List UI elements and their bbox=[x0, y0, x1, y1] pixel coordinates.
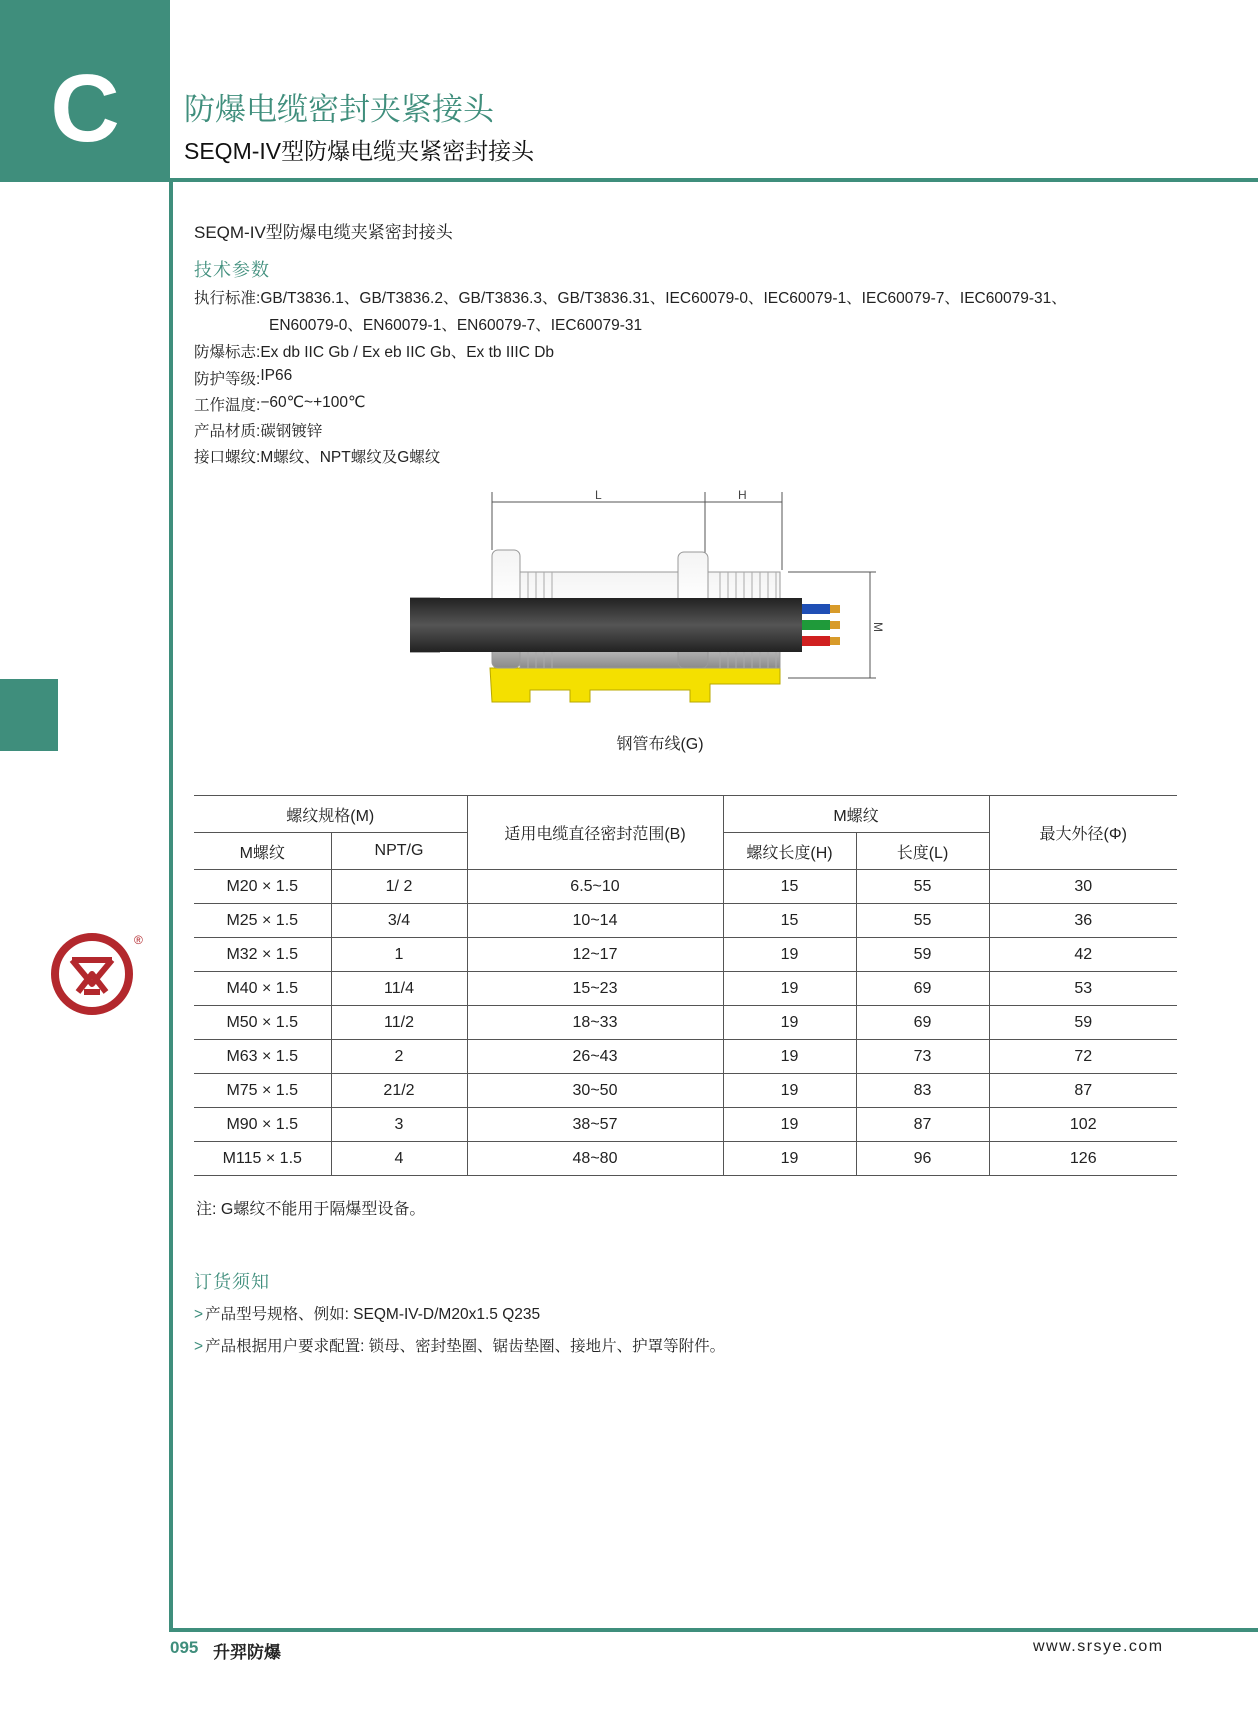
order-item bbox=[194, 1334, 725, 1356]
page-number: 095 bbox=[170, 1638, 199, 1657]
clamp-base bbox=[490, 668, 780, 702]
wire-tip bbox=[830, 605, 840, 613]
dim-label-H: H bbox=[738, 488, 747, 502]
order-item-text: 产品根据用户要求配置: 锁母、密封垫圈、锯齿垫圈、接地片、护罩等附件。 bbox=[205, 1338, 726, 1355]
cell: 87 bbox=[856, 1108, 989, 1142]
table-row bbox=[194, 1142, 1177, 1176]
spec-row-thread bbox=[194, 445, 440, 467]
cell: 18~33 bbox=[467, 1006, 723, 1040]
spec-row-ex-mark bbox=[194, 340, 554, 362]
cell: M40 × 1.5 bbox=[194, 972, 331, 1006]
cell: M20 × 1.5 bbox=[194, 870, 331, 904]
spec-table bbox=[194, 795, 1177, 1176]
header-m-thread: M螺纹 bbox=[194, 833, 331, 870]
cell: 96 bbox=[856, 1142, 989, 1176]
wire-tip bbox=[830, 637, 840, 645]
chevron-right-icon: > bbox=[194, 1338, 204, 1355]
header-thread-spec: 螺纹规格(M) bbox=[194, 796, 467, 833]
tech-params-heading: 技术参数 bbox=[194, 260, 270, 280]
cell: 59 bbox=[989, 1006, 1177, 1040]
wire-green bbox=[802, 620, 830, 630]
cell: 15 bbox=[723, 904, 856, 938]
cell: 19 bbox=[723, 1108, 856, 1142]
cell: 53 bbox=[989, 972, 1177, 1006]
header-divider bbox=[170, 178, 1258, 182]
cell: 11/4 bbox=[331, 972, 467, 1006]
cell: 30~50 bbox=[467, 1074, 723, 1108]
wire-red bbox=[802, 636, 830, 646]
chevron-right-icon: > bbox=[194, 1306, 204, 1323]
cell: 38~57 bbox=[467, 1108, 723, 1142]
cell: 42 bbox=[989, 938, 1177, 972]
cell: 15~23 bbox=[467, 972, 723, 1006]
header-m-thread-group: M螺纹 bbox=[723, 796, 989, 833]
cell: 69 bbox=[856, 972, 989, 1006]
cell: 19 bbox=[723, 1006, 856, 1040]
table-note: 注: G螺纹不能用于隔爆型设备。 bbox=[196, 1201, 426, 1218]
header-thread-length: 螺纹长度(H) bbox=[723, 833, 856, 870]
cell: 55 bbox=[856, 904, 989, 938]
cable bbox=[410, 598, 802, 652]
spec-value: 碳钢镀锌 bbox=[260, 423, 323, 440]
cell: 3/4 bbox=[331, 904, 467, 938]
spec-row-protection bbox=[194, 367, 292, 389]
cell: 69 bbox=[856, 1006, 989, 1040]
product-diagram bbox=[410, 480, 890, 720]
cell: 30 bbox=[989, 870, 1177, 904]
order-heading: 订货须知 bbox=[194, 1272, 270, 1292]
table-row bbox=[194, 870, 1177, 904]
spec-row-standard-cont bbox=[269, 313, 642, 335]
spec-value: EN60079-0、EN60079-1、EN60079-7、IEC60079-31 bbox=[269, 317, 643, 334]
cell: 21/2 bbox=[331, 1074, 467, 1108]
spec-label: 工作温度: bbox=[194, 397, 261, 414]
cell: 6.5~10 bbox=[467, 870, 723, 904]
footer-divider bbox=[169, 1628, 1258, 1632]
cell: M63 × 1.5 bbox=[194, 1040, 331, 1074]
cell: 126 bbox=[989, 1142, 1177, 1176]
table-row bbox=[194, 1074, 1177, 1108]
table-header-row bbox=[194, 796, 1177, 833]
cell: M115 × 1.5 bbox=[194, 1142, 331, 1176]
footer-brand: 升羿防爆 bbox=[213, 1643, 281, 1662]
order-item-text: 产品型号规格、例如: SEQM-IV-D/M20x1.5 Q235 bbox=[205, 1306, 541, 1323]
spec-row-material bbox=[194, 419, 322, 441]
spec-label: 防护等级: bbox=[194, 371, 261, 388]
cell: 19 bbox=[723, 938, 856, 972]
cell: M32 × 1.5 bbox=[194, 938, 331, 972]
product-name: SEQM-IV型防爆电缆夹紧密封接头 bbox=[194, 223, 453, 242]
cell: 48~80 bbox=[467, 1142, 723, 1176]
header-max-od: 最大外径(Φ) bbox=[989, 796, 1177, 870]
registered-mark: ® bbox=[134, 933, 143, 947]
cell: 12~17 bbox=[467, 938, 723, 972]
order-item bbox=[194, 1302, 540, 1324]
cell: 83 bbox=[856, 1074, 989, 1108]
spec-row-temperature bbox=[194, 393, 365, 415]
footer-website[interactable]: www.srsye.com bbox=[1033, 1638, 1164, 1655]
cell: 55 bbox=[856, 870, 989, 904]
spec-value: GB/T3836.1、GB/T3836.2、GB/T3836.3、GB/T3836.31、IEC60079-0、IEC60079-1、IEC60079-7、IEC60079-31、 bbox=[260, 290, 1067, 307]
spec-label: 产品材质: bbox=[194, 423, 261, 440]
cell: M50 × 1.5 bbox=[194, 1006, 331, 1040]
table-row bbox=[194, 1108, 1177, 1142]
page-title: 防爆电缆密封夹紧接头 bbox=[184, 92, 494, 127]
cell: 19 bbox=[723, 1142, 856, 1176]
cell: M75 × 1.5 bbox=[194, 1074, 331, 1108]
page-subtitle: SEQM-IV型防爆电缆夹紧密封接头 bbox=[184, 138, 535, 164]
cell: 10~14 bbox=[467, 904, 723, 938]
section-letter: C bbox=[50, 55, 120, 162]
spec-value: Ex db IIC Gb / Ex eb IIC Gb、Ex tb IIIC Db bbox=[260, 344, 555, 361]
cell: 59 bbox=[856, 938, 989, 972]
table-row bbox=[194, 1040, 1177, 1074]
dim-label-L: L bbox=[595, 488, 602, 502]
spec-label: 接口螺纹: bbox=[194, 449, 261, 466]
spec-value: M螺纹、NPT螺纹及G螺纹 bbox=[260, 449, 441, 466]
cell: 36 bbox=[989, 904, 1177, 938]
cell: 26~43 bbox=[467, 1040, 723, 1074]
header-npt: NPT/G bbox=[331, 833, 467, 870]
cell: 4 bbox=[331, 1142, 467, 1176]
cell: 72 bbox=[989, 1040, 1177, 1074]
cell: M90 × 1.5 bbox=[194, 1108, 331, 1142]
diagram-caption: 钢管布线(G) bbox=[616, 736, 704, 753]
brand-logo bbox=[48, 930, 148, 1020]
dim-label-M: M bbox=[871, 622, 885, 632]
wire-tip bbox=[830, 621, 840, 629]
cell: 15 bbox=[723, 870, 856, 904]
spec-row-standard bbox=[194, 286, 1067, 308]
cell: 73 bbox=[856, 1040, 989, 1074]
cell: 2 bbox=[331, 1040, 467, 1074]
spec-value: −60℃~+100℃ bbox=[260, 394, 366, 411]
cell: 1 bbox=[331, 938, 467, 972]
wire-blue bbox=[802, 604, 830, 614]
table-row bbox=[194, 972, 1177, 1006]
spec-label: 执行标准: bbox=[194, 290, 261, 307]
spec-value: IP66 bbox=[260, 367, 293, 384]
table-row bbox=[194, 1006, 1177, 1040]
table-row bbox=[194, 938, 1177, 972]
header-range: 适用电缆直径密封范围(B) bbox=[467, 796, 723, 870]
cell: 19 bbox=[723, 1074, 856, 1108]
cell: 11/2 bbox=[331, 1006, 467, 1040]
cell: M25 × 1.5 bbox=[194, 904, 331, 938]
cell: 3 bbox=[331, 1108, 467, 1142]
header-length: 长度(L) bbox=[856, 833, 989, 870]
cell: 19 bbox=[723, 972, 856, 1006]
table-row bbox=[194, 904, 1177, 938]
cell: 19 bbox=[723, 1040, 856, 1074]
left-divider bbox=[169, 182, 173, 1632]
cell: 87 bbox=[989, 1074, 1177, 1108]
spec-label: 防爆标志: bbox=[194, 344, 261, 361]
cell: 102 bbox=[989, 1108, 1177, 1142]
cell: 1/ 2 bbox=[331, 870, 467, 904]
side-marker bbox=[0, 679, 58, 751]
